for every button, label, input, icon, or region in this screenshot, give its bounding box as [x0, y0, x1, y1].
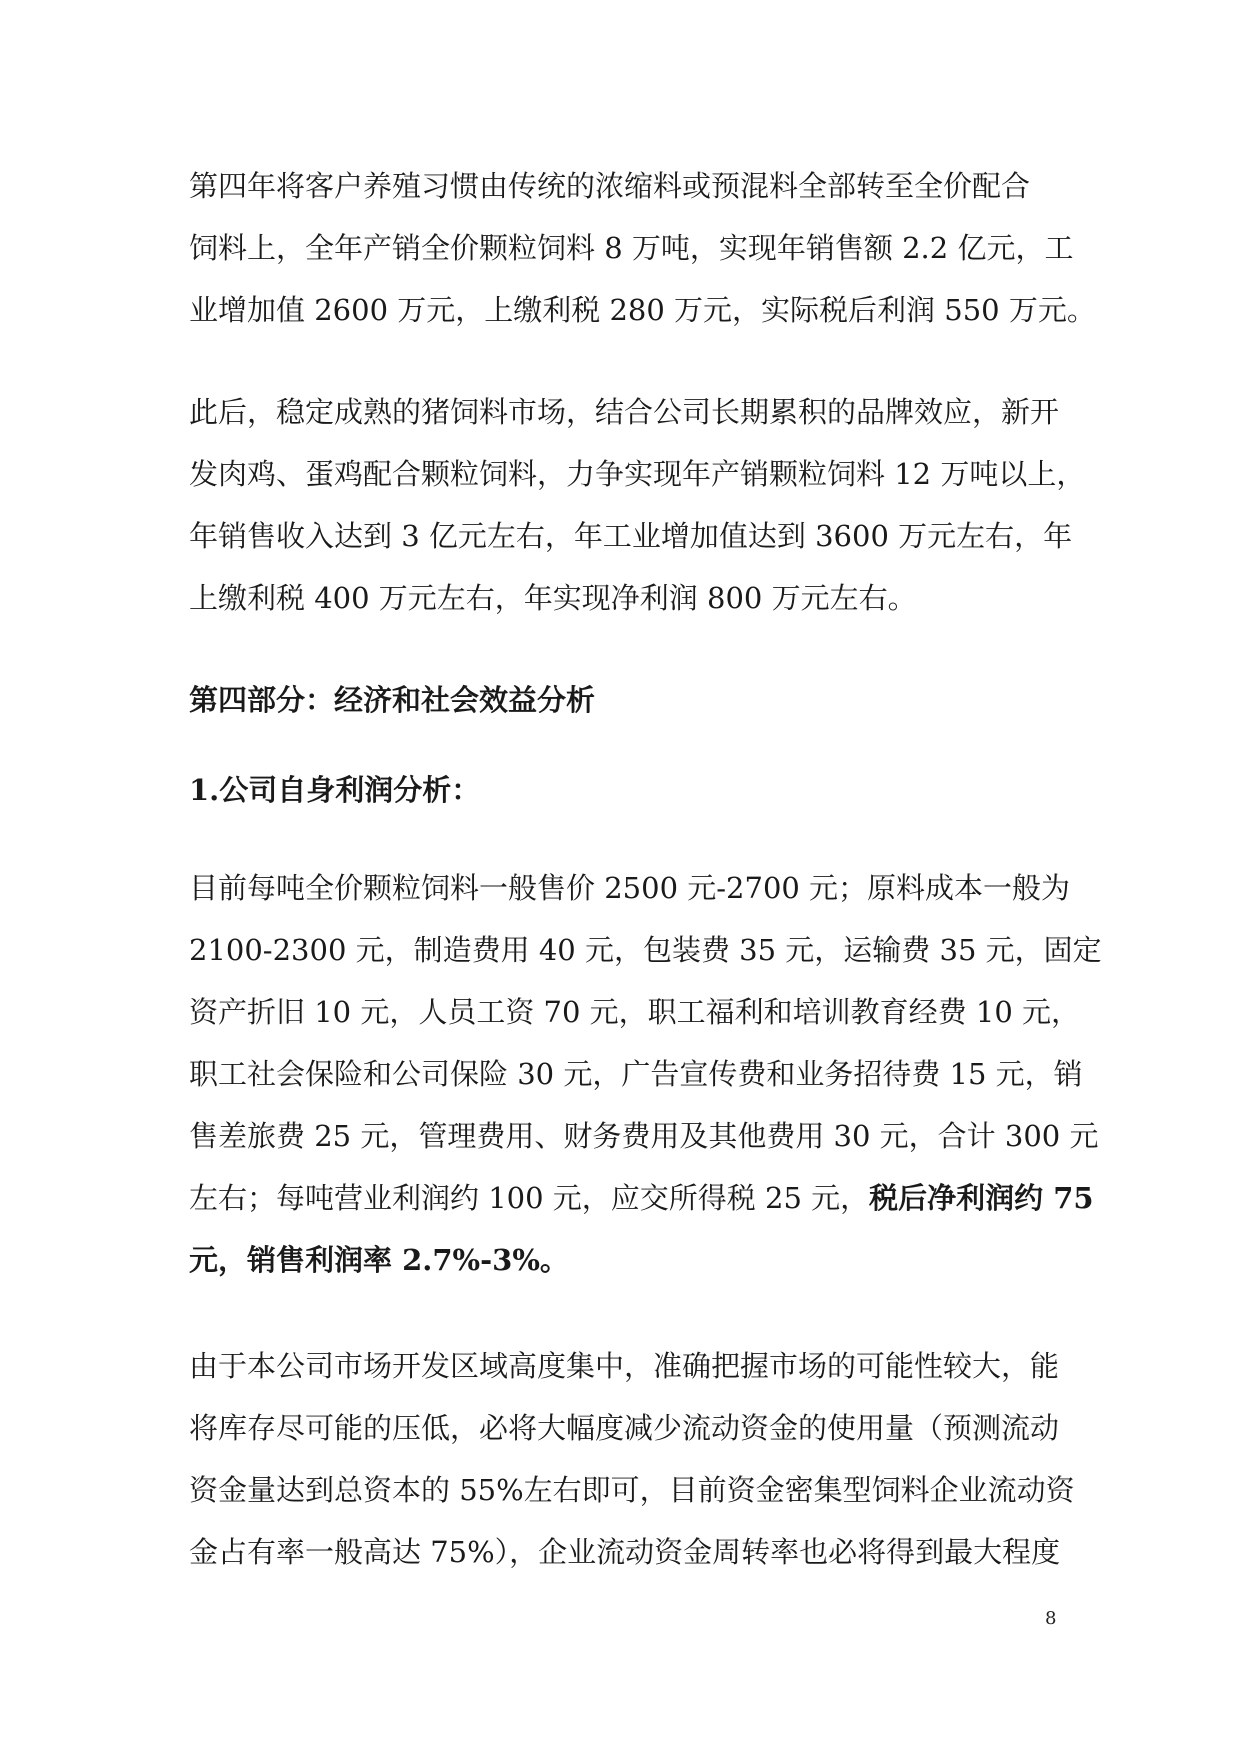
section-heading: 第四部分：经济和社会效益分析: [189, 683, 596, 717]
text-line: 2100-2300 元，制造费用 40 元，包装费 35 元，运输费 35 元，固定: [189, 933, 1102, 967]
text-line: 资产折旧 10 元，人员工资 70 元，职工福利和培训教育经费 10 元，: [189, 995, 1081, 1029]
text-line: 此后，稳定成熟的猪饲料市场，结合公司长期累积的品牌效应，新开: [189, 395, 1060, 429]
text-emphasis: 税后净利润约 75: [869, 1181, 1094, 1215]
page-number: 8: [1045, 1608, 1057, 1629]
paragraph-working-capital: [189, 1335, 1075, 1583]
page-content: [189, 155, 1102, 1583]
text-line: 年销售收入达到 3 亿元左右，年工业增加值达到 3600 万元左右，年: [189, 519, 1073, 553]
text-line: 售差旅费 25 元，管理费用、财务费用及其他费用 30 元，合计 300 元: [189, 1119, 1099, 1153]
text-line: 将库存尽可能的压低，必将大幅度减少流动资金的使用量（预测流动: [189, 1411, 1060, 1445]
text-line: 上缴利税 400 万元左右，年实现净利润 800 万元左右。: [189, 581, 917, 615]
text-line: 金占有率一般高达 75%），企业流动资金周转率也必将得到最大程度: [189, 1535, 1061, 1569]
text-line: [189, 1167, 1094, 1229]
text-line: 资金量达到总资本的 55%左右即可，目前资金密集型饲料企业流动资: [189, 1473, 1075, 1507]
text-line: 职工社会保险和公司保险 30 元，广告宣传费和业务招待费 15 元，销: [189, 1057, 1083, 1091]
text-line: 由于本公司市场开发区域高度集中，准确把握市场的可能性较大，能: [189, 1349, 1060, 1383]
subsection-heading: 1.公司自身利润分析：: [189, 773, 481, 807]
paragraph-sales-forecast: [189, 155, 1096, 341]
text-line: 饲料上，全年产销全价颗粒饲料 8 万吨，实现年销售额 2.2 亿元，工: [189, 231, 1074, 265]
text-emphasis-line: 元，销售利润率 2.7%-3%。: [189, 1243, 569, 1277]
text-line: 第四年将客户养殖习惯由传统的浓缩料或预混料全部转至全价配合: [189, 169, 1031, 203]
paragraph-future-plan: [189, 381, 1086, 629]
text-normal: 左右；每吨营业利润约 100 元，应交所得税 25 元，: [189, 1181, 870, 1215]
text-line: 业增加值 2600 万元，上缴利税 280 万元，实际税后利润 550 万元。: [189, 293, 1096, 327]
text-line: 发肉鸡、蛋鸡配合颗粒饲料，力争实现年产销颗粒饲料 12 万吨以上，: [189, 457, 1086, 491]
paragraph-cost-analysis: [189, 857, 1102, 1291]
text-line: 目前每吨全价颗粒饲料一般售价 2500 元-2700 元；原料成本一般为: [189, 871, 1071, 905]
